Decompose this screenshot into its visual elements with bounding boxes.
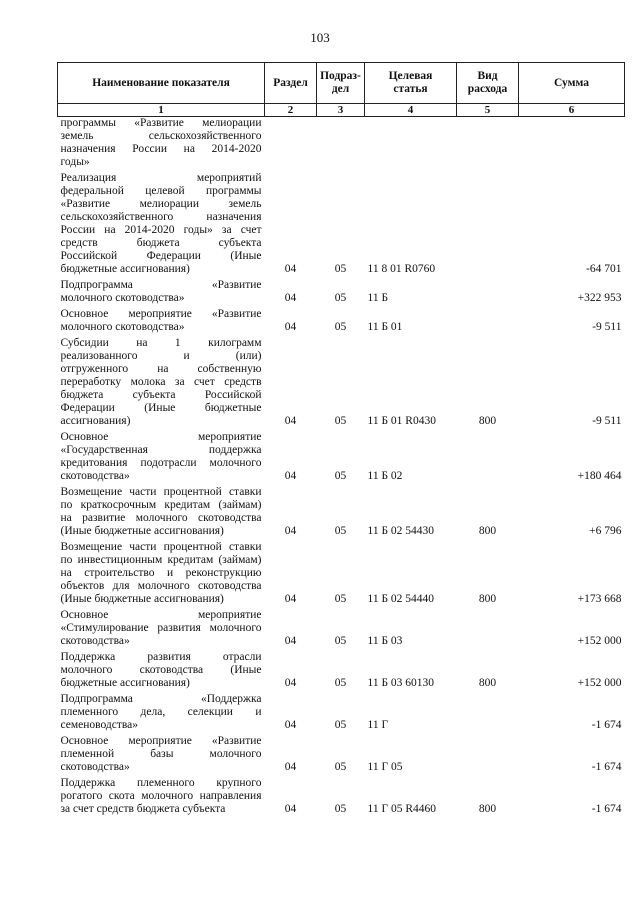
row-podrazdel: 05: [334, 719, 347, 731]
table-body: [58, 117, 625, 820]
table-row: [58, 541, 625, 609]
row-name: [58, 172, 265, 279]
row-name: [58, 609, 265, 651]
page-number: 103: [310, 30, 330, 45]
row-name-line: скотоводства»: [60, 635, 130, 647]
row-target: 11 Б 03 60130: [367, 677, 435, 689]
row-target: 11 Г: [367, 719, 389, 731]
row-name-line: Подпрограмма «Развитие: [60, 279, 262, 291]
row-target: 11 Б 01: [367, 321, 403, 333]
row-name-line: ассигнования): [60, 415, 131, 427]
header-name: Наименование показателя: [58, 63, 265, 104]
table-row: [58, 651, 625, 693]
row-name-line: скотоводства»: [60, 470, 130, 482]
row-amount: [519, 117, 625, 173]
row-name-line: скотоводства»: [60, 761, 130, 773]
header-vid: Вид расхода: [457, 63, 519, 104]
row-name-line: по краткосрочным кредитам (займам): [60, 499, 262, 511]
row-name-line: рогатого скота молочного направления: [60, 790, 262, 802]
row-target: 11 Г 05 R4460: [367, 803, 437, 815]
row-name-line: отгруженного на собственную: [60, 363, 262, 375]
row-podrazdel: 05: [334, 803, 347, 815]
row-name-line: назначения России на 2014-2020: [60, 143, 262, 155]
row-name: [58, 651, 265, 693]
header-razdel: Раздел: [265, 63, 317, 104]
row-name: [58, 431, 265, 486]
row-podrazdel: [317, 117, 365, 173]
row-name-line: Основное мероприятие: [60, 609, 262, 621]
column-number: 2: [265, 104, 317, 117]
row-name-line: по инвестиционным кредитам (займам): [60, 554, 262, 566]
row-podrazdel: 05: [334, 321, 347, 333]
row-name: [58, 486, 265, 541]
row-razdel: 04: [284, 292, 297, 304]
row-podrazdel: 05: [334, 525, 347, 537]
row-name-line: молочного скотоводства (Иные: [60, 664, 262, 676]
column-number: 5: [457, 104, 519, 117]
row-target: 11 8 01 R0760: [367, 263, 436, 275]
row-name-line: (Иные бюджетные ассигнования): [60, 525, 224, 537]
row-name-line: «Государственная поддержка: [60, 444, 262, 456]
row-vid: [457, 735, 519, 777]
row-name-line: племенного дела, селекции и: [60, 706, 262, 718]
row-amount: -1 674: [591, 761, 622, 773]
row-vid: [457, 308, 519, 337]
column-number-row: [58, 104, 625, 117]
row-name-line: племенной базы молочного: [60, 748, 262, 760]
row-name-line: «Развитие мелиорации земель: [60, 198, 262, 210]
row-name: [58, 541, 265, 609]
row-vid: 800: [478, 525, 497, 537]
row-amount: -1 674: [591, 719, 622, 731]
row-name: [58, 777, 265, 819]
row-name-line: бюджетные ассигнования): [60, 677, 190, 689]
row-vid: 800: [478, 677, 497, 689]
row-name-line: (Иные бюджетные ассигнования): [60, 593, 224, 605]
row-target: [365, 117, 457, 173]
row-name-line: Подпрограмма «Поддержка: [60, 693, 262, 705]
row-name-line: на строительство и реконструкцию: [60, 567, 262, 579]
row-podrazdel: 05: [334, 677, 347, 689]
row-target: 11 Б 03: [367, 635, 403, 647]
row-target: 11 Б 02 54440: [367, 593, 435, 605]
row-name-line: бюджетные ассигнования): [60, 263, 190, 275]
table-row: [58, 486, 625, 541]
row-razdel: 04: [284, 525, 297, 537]
row-name: [58, 308, 265, 337]
table-row: [58, 308, 625, 337]
row-vid: [457, 693, 519, 735]
row-podrazdel: 05: [334, 761, 347, 773]
row-name-line: России на 2014-2020 годы» за счет: [60, 224, 262, 236]
table-row: [58, 279, 625, 308]
row-amount: +173 668: [577, 593, 622, 605]
row-name-line: Основное мероприятие «Развитие: [60, 308, 262, 320]
row-name: [58, 279, 265, 308]
header-target: Целевая статья: [365, 63, 457, 104]
row-target: 11 Б: [367, 292, 389, 304]
table-row: [58, 735, 625, 777]
row-name: [58, 117, 265, 173]
row-name-line: бюджета субъекта Российской: [60, 389, 262, 401]
row-razdel: 04: [284, 719, 297, 731]
row-name-line: средств бюджета субъекта: [60, 237, 262, 249]
row-name-line: Возмещение части процентной ставки: [60, 541, 262, 553]
row-name-line: Субсидии на 1 килограмм: [60, 337, 262, 349]
row-razdel: 04: [284, 761, 297, 773]
row-target: 11 Б 01 R0430: [367, 415, 436, 427]
table-row: [58, 693, 625, 735]
row-vid: [457, 279, 519, 308]
row-razdel: 04: [284, 593, 297, 605]
row-name-line: федеральной целевой программы: [60, 185, 262, 197]
row-podrazdel: 05: [334, 415, 347, 427]
row-amount: -64 701: [586, 263, 622, 275]
row-name-line: молочного скотоводства»: [60, 321, 185, 333]
row-razdel: 04: [284, 803, 297, 815]
row-name-line: «Стимулирование развития молочного: [60, 622, 262, 634]
row-name: [58, 337, 265, 431]
row-podrazdel: 05: [334, 263, 347, 275]
column-number: 3: [317, 104, 365, 117]
row-amount: +6 796: [589, 525, 622, 537]
row-name-line: объектов для молочного скотоводства: [60, 580, 262, 592]
row-vid: [457, 609, 519, 651]
row-name-line: молочного скотоводства»: [60, 292, 185, 304]
row-amount: +152 000: [577, 635, 622, 647]
row-name-line: Реализация мероприятий: [60, 172, 262, 184]
header-amount: Сумма: [519, 63, 625, 104]
row-name-line: Поддержка племенного крупного: [60, 777, 262, 789]
row-name-line: Российской Федерации (Иные: [60, 250, 262, 262]
row-razdel: 04: [284, 470, 297, 482]
row-name-line: кредитования подотрасли молочного: [60, 457, 262, 469]
row-name-line: земель сельскохозяйственного: [60, 130, 262, 142]
budget-table: [57, 62, 625, 819]
row-vid: 800: [478, 593, 497, 605]
table-row: [58, 777, 625, 819]
row-amount: -1 674: [591, 803, 622, 815]
row-razdel: 04: [284, 415, 297, 427]
row-amount: +152 000: [577, 677, 622, 689]
row-podrazdel: 05: [334, 593, 347, 605]
row-razdel: 04: [284, 321, 297, 333]
row-razdel: 04: [284, 263, 297, 275]
row-name-line: за счет средств бюджета субъекта: [60, 803, 226, 815]
table-row: [58, 431, 625, 486]
row-name-line: годы»: [60, 156, 90, 168]
row-amount: -9 511: [592, 415, 622, 427]
row-name-line: программы «Развитие мелиорации: [60, 117, 262, 129]
column-number: 4: [365, 104, 457, 117]
row-name-line: семеноводства»: [60, 719, 139, 731]
column-number: 6: [519, 104, 625, 117]
row-razdel: 04: [284, 635, 297, 647]
header-podrazdel: Подраз- дел: [317, 63, 365, 104]
row-amount: -9 511: [592, 321, 622, 333]
row-name-line: на развитие молочного скотоводства: [60, 512, 262, 524]
row-podrazdel: 05: [334, 635, 347, 647]
row-name-line: Основное мероприятие: [60, 431, 262, 443]
table-row: [58, 172, 625, 279]
header-row: [58, 63, 625, 104]
row-name-line: Федерации (Иные бюджетные: [60, 402, 262, 414]
row-vid: [457, 431, 519, 486]
table-row: [58, 609, 625, 651]
row-vid: 800: [478, 803, 497, 815]
row-name-line: Поддержка развития отрасли: [60, 651, 262, 663]
row-vid: [457, 117, 519, 173]
row-podrazdel: 05: [334, 470, 347, 482]
row-name: [58, 693, 265, 735]
row-name: [58, 735, 265, 777]
row-amount: +322 953: [577, 292, 622, 304]
row-name-line: Основное мероприятие «Развитие: [60, 735, 262, 747]
table-row: [58, 117, 625, 173]
row-target: 11 Б 02: [367, 470, 403, 482]
row-name-line: Возмещение части процентной ставки: [60, 486, 262, 498]
row-vid: 800: [478, 415, 497, 427]
row-name-line: сельскохозяйственного назначения: [60, 211, 262, 223]
row-razdel: 04: [284, 677, 297, 689]
column-number: 1: [58, 104, 265, 117]
row-name-line: реализованного и (или): [60, 350, 262, 362]
row-podrazdel: 05: [334, 292, 347, 304]
row-target: 11 Б 02 54430: [367, 525, 435, 537]
row-vid: [457, 172, 519, 279]
row-name-line: переработку молока за счет средств: [60, 376, 262, 388]
table-row: [58, 337, 625, 431]
row-razdel: [265, 117, 317, 173]
row-target: 11 Г 05: [367, 761, 403, 773]
row-amount: +180 464: [577, 470, 622, 482]
